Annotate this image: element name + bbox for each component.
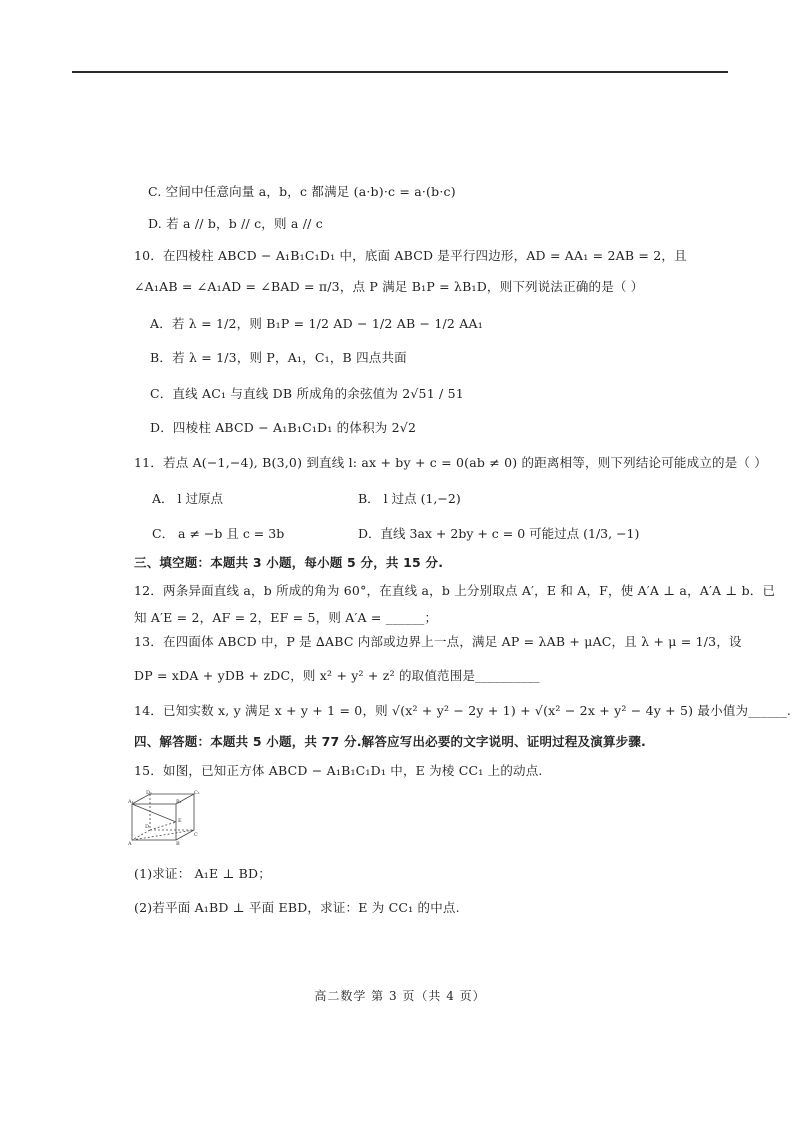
q10-stem-2: ∠A₁AB = ∠A₁AD = ∠BAD = π/3，点 P 满足 B₁P = λB₁D，则下列说法正确的是（ ） [134, 279, 644, 294]
q10-stem-1: 10．在四棱柱 ABCD − A₁B₁C₁D₁ 中，底面 ABCD 是平行四边形，AD = AA₁ = 2AB = 2，且 [134, 248, 687, 263]
q14-stem: 14．已知实数 x, y 满足 x + y + 1 = 0，则 √(x² + y² − 2y + 1) + √(x² − 2x + y² − 4y + 5) 最小值为______. [134, 703, 792, 718]
q9-option-d: D. 若 a // b，b // c，则 a // c [148, 216, 323, 231]
q10-option-b: B．若 λ = 1/3，则 P，A₁，C₁，B 四点共面 [150, 350, 407, 365]
q10-option-c: C．直线 AC₁ 与直线 DB 所成角的余弦值为 2√51 / 51 [150, 386, 464, 401]
label-c1: C₁ [194, 790, 200, 796]
q10-option-d: D．四棱柱 ABCD − A₁B₁C₁D₁ 的体积为 2√2 [150, 420, 417, 435]
label-b1: B₁ [176, 799, 182, 805]
q13-stem-2: DP = xDA + yDB + zDC，则 x² + y² + z² 的取值范围是__________ [134, 668, 540, 683]
label-e: E [178, 818, 182, 824]
label-c: C [194, 832, 198, 838]
top-rule [72, 71, 728, 73]
label-a: A [128, 841, 132, 846]
q11-option-b: B． l 过点 (1,−2) [358, 491, 461, 506]
q12-stem-2: 知 A′E = 2，AF = 2，EF = 5，则 A′A = ______； [134, 610, 438, 625]
q11-option-d: D．直线 3ax + 2by + c = 0 可能过点 (1/3, −1) [358, 526, 640, 541]
q13-stem-1: 13．在四面体 ABCD 中，P 是 ∆ABC 内部或边界上一点，满足 AP = λAB + μAC，且 λ + μ = 1/3，设 [134, 634, 742, 649]
q15-part-1: (1)求证： A₁E ⊥ BD； [134, 866, 271, 881]
cube-figure [128, 790, 200, 846]
label-d1: D₁ [146, 790, 153, 796]
q12-stem-1: 12．两条异面直线 a，b 所成的角为 60°，在直线 a，b 上分别取点 A′，E 和 A，F，使 A′A ⊥ a，A′A ⊥ b．已 [134, 583, 776, 598]
q11-stem: 11．若点 A(−1,−4), B(3,0) 到直线 l: ax + by + c = 0(ab ≠ 0) 的距离相等，则下列结论可能成立的是（ ） [134, 455, 767, 470]
label-b: B [176, 841, 180, 846]
q15-part-2: (2)若平面 A₁BD ⊥ 平面 EBD，求证：E 为 CC₁ 的中点. [134, 900, 460, 915]
q10-option-a: A．若 λ = 1/2，则 B₁P = 1/2 AD − 1/2 AB − 1/2 AA₁ [150, 316, 483, 331]
q15-stem: 15．如图，已知正方体 ABCD − A₁B₁C₁D₁ 中，E 为棱 CC₁ 上的动点. [134, 763, 543, 778]
page-footer: 高二数学 第 3 页（共 4 页） [314, 989, 486, 1003]
label-d: D [145, 824, 150, 830]
q9-option-c: C. 空间中任意向量 a，b，c 都满足 (a·b)·c = a·(b·c) [148, 184, 456, 199]
label-a1: A₁ [128, 799, 134, 805]
section-3-heading: 三、填空题：本题共 3 小题，每小题 5 分，共 15 分. [134, 555, 444, 570]
section-4-heading: 四、解答题：本题共 5 小题，共 77 分.解答应写出必要的文字说明、证明过程及演算步骤. [134, 734, 646, 749]
q11-option-a: A． l 过原点 [152, 491, 223, 506]
q11-option-c: C． a ≠ −b 且 c = 3b [152, 526, 285, 541]
